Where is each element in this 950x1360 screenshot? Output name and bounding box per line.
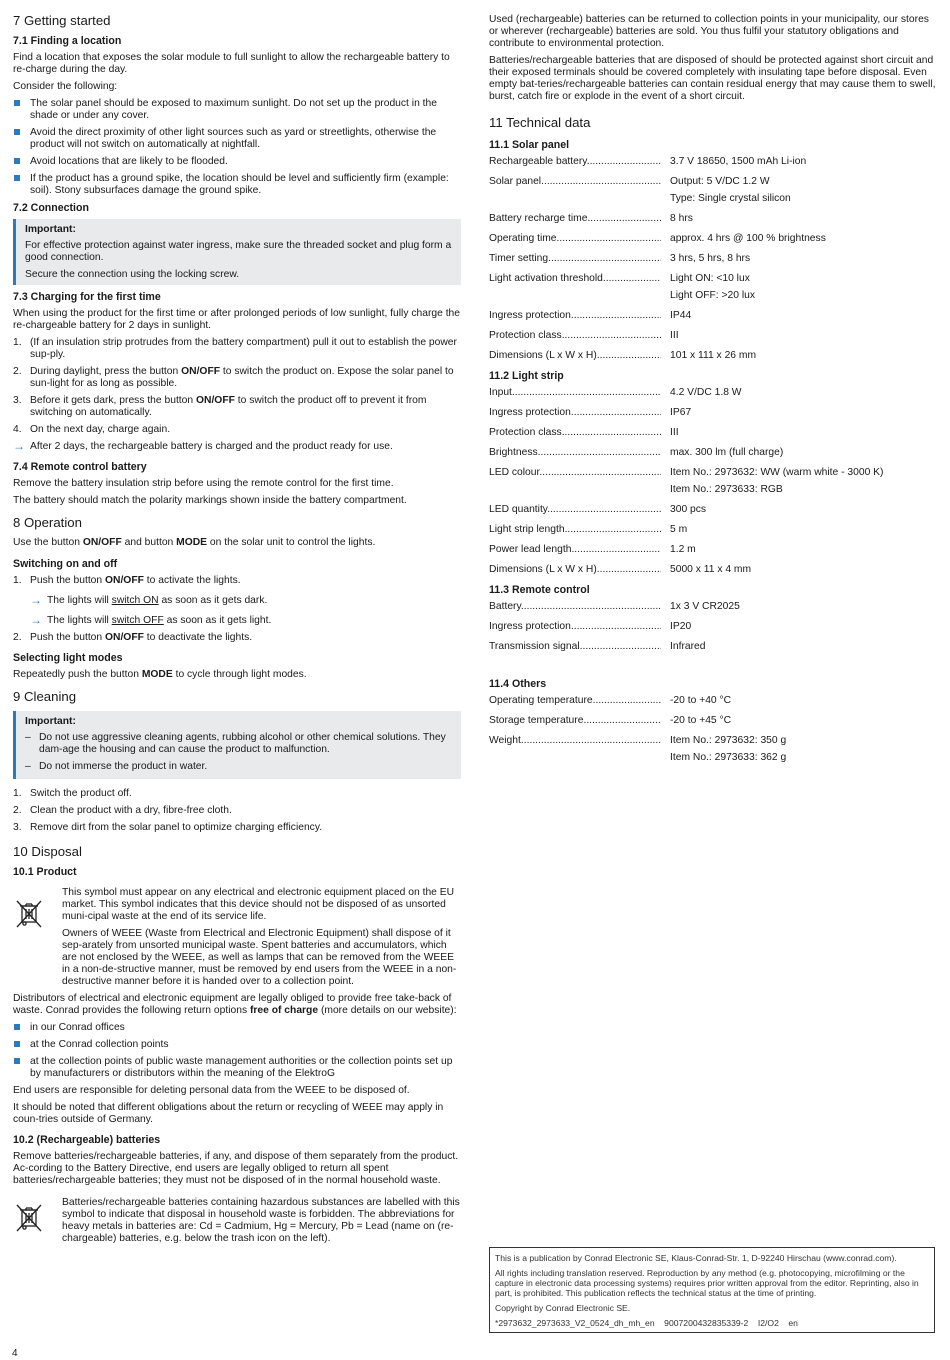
text-run-bold: free of charge [249,1005,319,1016]
numbered-list [13,632,461,644]
imprint-line: *2973632_2973633_V2_0524_dh_mh_en 9007200432835339-2 I2/O2 en [495,1318,798,1328]
spec-value [670,715,937,727]
spec-row [489,350,937,362]
spec-label: LED colour ..... [489,467,661,496]
spacer [489,661,937,678]
spec-value [670,273,937,302]
imprint-line: All rights including translation reserved. Reproduction by any method (e.g. photocopying, microfilming or the capture in electronic data processing systems) requires prior written approval from the editor. Reprinting, also in part, is prohibited. This publication reflects the technical status at the time of printing. [495,1268,919,1298]
text-run: Repeatedly push the button [13,669,142,680]
result-text-underlined: switch OFF [111,615,164,626]
paragraph [13,993,461,1017]
result-text: as soon as it gets dark. [158,595,268,606]
important-note [13,711,461,779]
spec-value [670,387,937,399]
left-column [13,13,461,1250]
spec-value [670,176,937,205]
list-item [13,822,461,834]
step-text: to switch the product off to prevent it from switching on automatically. [30,395,427,418]
spec-label: Battery recharge time ..... [489,213,661,225]
spec-label: Brightness ..... [489,447,661,459]
numbered-list [13,788,461,834]
subheading-light-modes: Selecting light modes [13,652,123,664]
spec-label: Light activation threshold ..... [489,273,661,302]
spec-row [489,407,937,419]
paragraph: The battery should match the polarity markings shown inside the battery compartment. [13,495,407,506]
spec-value-line: III [670,330,679,341]
paragraph: This symbol must appear on any electrical and electronic equipment placed on the EU market. This symbol indicates that this device should not be disposed of as unsorted muni-cipal waste at the end of its service life. [62,887,455,922]
spec-label: Weight ..... [489,735,661,764]
arrow-right-icon: → [30,593,42,607]
weee-block [13,887,461,988]
step-text: to switch the product on. Expose the solar panel to sun-light for as long as possible. [30,366,454,389]
spec-row [489,467,937,496]
section-9-heading: 9 Cleaning [13,689,77,704]
spec-value-line: approx. 4 hrs @ 100 % brightness [670,233,826,244]
spec-value [670,233,937,245]
spec-value-line: -20 to +45 °C [670,715,732,726]
note-text: Secure the connection using the locking screw. [25,269,240,280]
arrow-right-icon: → [13,439,25,453]
section-11-1-heading: 11.1 Solar panel [489,139,570,151]
text-run: Use the button [13,537,83,548]
spec-value-line: 300 pcs [670,504,707,515]
list-item [13,805,461,817]
section-10-1-heading: 10.1 Product [13,866,77,878]
spec-row [489,447,937,459]
section-7-4-heading: 7.4 Remote control battery [13,461,147,473]
result-text: as soon as it gets light. [163,615,272,626]
spec-row [489,233,937,245]
step-number: 3. [13,395,22,406]
spec-value-line: Infrared [670,641,706,652]
list-item: The solar panel should be exposed to maximum sunlight. Do not set up the product in the shade or under any cover. [13,98,461,122]
list-item: If the product has a ground spike, the location should be level and sufficiently firm (example: soil). Stony subsurfaces damage the ground spike. [13,173,461,197]
spec-label: Rechargeable battery ..... [489,156,661,168]
battery-disposal-text: Batteries/rechargeable batteries containing hazardous substances are labelled with this symbol to indicate that disposal in household waste is forbidden. The abbreviations for heavy metals in batteries are: Cd = Cadmium, Hg = Mercury, Pb = Lead (name on (re-chargeable) batteries, e.g. below the trash icon on the left). [62,1197,460,1244]
spec-label: Ingress protection ..... [489,310,661,322]
page-number: 4 [12,1348,18,1359]
spec-row [489,621,937,633]
spec-value-line: max. 300 lm (full charge) [670,447,784,458]
spec-row [489,524,937,536]
spec-label: Dimensions (L x W x H) ..... [489,564,661,576]
spec-row [489,387,937,399]
spec-value [670,330,937,342]
step-text: On the next day, charge again. [30,424,171,435]
button-name: MODE [176,537,208,548]
spec-row [489,641,937,653]
list-item: Avoid locations that are likely to be flooded. [13,156,461,168]
step-text: Remove dirt from the solar panel to optimize charging efficiency. [30,822,323,833]
list-item [13,337,461,361]
spec-value [670,524,937,536]
crossed-out-wheelie-bin-icon [13,1197,62,1245]
spec-value [670,467,937,496]
spec-label: Ingress protection ..... [489,407,661,419]
spec-label: Transmission signal ..... [489,641,661,653]
spec-value [670,156,937,168]
spec-label: Light strip length ..... [489,524,661,536]
text-run: Distributors of electrical and electronic equipment are legally obliged to provide free take-back of waste. Conrad provides the following return options [13,993,452,1016]
spec-row [489,504,937,516]
spec-value-line: Output: 5 V/DC 1.2 W [670,176,770,187]
result-text: After 2 days, the rechargeable battery is charged and the product ready for use. [30,441,393,452]
crossed-out-wheelie-bin-icon [13,887,62,988]
imprint-line: This is a publication by Conrad Electronic SE, Klaus-Conrad-Str. 1, D-92240 Hirschau (www.conrad.com). [495,1253,897,1263]
spec-value-line: III [670,427,679,438]
note-item [25,761,455,773]
button-name: ON/OFF [82,537,122,548]
step-number: 4. [13,424,22,435]
step-number: 1. [13,575,22,586]
list-item: at the Conrad collection points [13,1039,461,1051]
paragraph [13,537,461,549]
section-8-heading: 8 Operation [13,515,82,530]
spec-row [489,310,937,322]
spec-row [489,601,937,613]
spec-value [670,447,937,459]
dash-marker: – [25,732,31,743]
step-number: 1. [13,788,22,799]
spec-row [489,156,937,168]
button-name: ON/OFF [105,632,144,643]
spec-row [489,715,937,727]
spec-value [670,427,937,439]
spec-value-line: 101 x 111 x 26 mm [670,350,757,361]
bullet-list [13,98,461,197]
spec-value [670,407,937,419]
button-name: ON/OFF [181,366,221,377]
paragraph: Find a location that exposes the solar module to full sunlight to allow the rechargeable battery to re-charge during the day. [13,52,450,75]
paragraph: When using the product for the first time or after prolonged periods of low sunlight, fully charge the re-chargeable battery for 2 days in sunlight. [13,308,461,331]
arrow-right-icon: → [30,613,42,627]
spec-label: Protection class ..... [489,427,661,439]
bullet-list [13,1022,461,1080]
numbered-list [13,337,461,436]
spec-value [670,253,937,265]
spec-label: Input ..... [489,387,661,399]
spec-value-line: 5 m [670,524,688,535]
result-text: The lights will [47,615,112,626]
light-strip-table [489,387,937,576]
spec-value [670,350,937,362]
imprint-line: Copyright by Conrad Electronic SE. [495,1303,631,1313]
right-column [489,14,937,772]
spec-row [489,695,937,707]
button-name: MODE [141,669,173,680]
spec-row [489,427,937,439]
list-item [13,788,461,800]
result-line [30,615,461,627]
paragraph [13,669,461,681]
spec-value-line: -20 to +40 °C [670,695,732,706]
imprint-box [489,1247,935,1333]
spec-value [670,735,937,764]
spec-row [489,735,937,764]
spec-value [670,641,937,653]
result-text: The lights will [47,595,112,606]
section-10-heading: 10 Disposal [13,844,82,859]
spec-label: Ingress protection ..... [489,621,661,633]
spec-value-line: Light ON: <10 lux [670,273,750,284]
list-item [13,424,461,436]
paragraph: Owners of WEEE (Waste from Electrical and Electronic Equipment) shall dispose of it sep-arately from unsorted municipal waste. Spent batteries and accumulators, which are not enclosed by the WEEE, as well as lamps that can be removed from the WEEE in a non-de-structive manner, must be removed by end users from the WEEE in a non-destructive manner before it is handed over to a collection point. [62,928,457,987]
spec-row [489,564,937,576]
spec-value-line: 3 hrs, 5 hrs, 8 hrs [670,253,751,264]
spec-label: Battery ..... [489,601,661,613]
spec-value-line: 5000 x 11 x 4 mm [670,564,752,575]
spec-label: Operating time ..... [489,233,661,245]
paragraph: It should be noted that different obligations about the return or recycling of WEEE may apply in coun-tries outside of Germany. [13,1102,444,1125]
section-7-2-heading: 7.2 Connection [13,202,89,214]
step-text: Switch the product off. [30,788,132,799]
list-item: at the collection points of public waste management authorities or the collection points set up by manufacturers or distributors within the meaning of the ElektroG [13,1056,461,1080]
spec-label: Dimensions (L x W x H) ..... [489,350,661,362]
note-text: Do not use aggressive cleaning agents, rubbing alcohol or other chemical solutions. They dam-age the housing and can cause the product to malfunction. [39,732,446,755]
remote-control-table [489,601,937,653]
paragraph: End users are responsible for deleting personal data from the WEEE to be disposed of. [13,1085,410,1096]
spec-row [489,253,937,265]
step-text: During daylight, press the button [30,366,182,377]
spec-label: Protection class ..... [489,330,661,342]
step-text: Clean the product with a dry, fibre-free cloth. [30,805,232,816]
button-name: ON/OFF [105,575,144,586]
list-item [13,395,461,419]
text-run: on the solar unit to control the lights. [207,537,376,548]
text-run: to cycle through light modes. [172,669,307,680]
section-7-3-heading: 7.3 Charging for the first time [13,291,161,303]
spec-value-line: 1.2 m [670,544,696,555]
spec-label: Storage temperature ..... [489,715,661,727]
note-title: Important: [25,716,76,727]
spec-value-line: Item No.: 2973632: 350 g [670,735,787,746]
spec-value [670,601,937,613]
list-item: in our Conrad offices [13,1022,461,1034]
section-11-4-heading: 11.4 Others [489,678,547,690]
section-11-3-heading: 11.3 Remote control [489,584,590,596]
spec-label: Timer setting ..... [489,253,661,265]
list-item [13,366,461,390]
solar-panel-table [489,156,937,362]
spec-row [489,330,937,342]
list-item: Avoid the direct proximity of other light sources such as yard or streetlights, otherwise the product will not switch on automatically at nightfall. [13,127,461,151]
note-item [25,732,455,756]
spec-value [670,504,937,516]
spec-row [489,176,937,205]
paragraph: Consider the following: [13,81,118,92]
spec-label: Operating temperature ..... [489,695,661,707]
spec-value [670,621,937,633]
spec-value-line: 1x 3 V CR2025 [670,601,740,612]
section-11-heading: 11 Technical data [489,115,591,130]
spec-value-line: Item No.: 2973633: RGB [670,484,783,495]
step-text: Before it gets dark, press the button [30,395,196,406]
note-title: Important: [25,224,76,235]
dash-marker: – [25,761,31,772]
spec-value [670,564,937,576]
spec-value [670,213,937,225]
step-text: to activate the lights. [143,575,241,586]
section-10-2-heading: 10.2 (Rechargeable) batteries [13,1134,161,1146]
numbered-list [13,575,461,587]
spec-label: Solar panel ..... [489,176,661,205]
result-text-underlined: switch ON [111,595,159,606]
spec-label: Power lead length ..... [489,544,661,556]
spec-value-line: IP44 [670,310,692,321]
list-item [13,575,461,587]
note-text: For effective protection against water ingress, make sure the threaded socket and plug form a good connection. [25,240,452,263]
subheading-switching: Switching on and off [13,558,118,570]
spec-value-line: 8 hrs [670,213,693,224]
step-text: (If an insulation strip protrudes from the battery compartment) pull it out to establish the power sup-ply. [30,337,457,360]
result-line [30,595,461,607]
paragraph: Remove the battery insulation strip before using the remote control for the first time. [13,478,394,489]
battery-disposal-block [13,1197,461,1245]
button-name: ON/OFF [196,395,235,406]
step-number: 2. [13,366,22,377]
section-11-2-heading: 11.2 Light strip [489,370,564,382]
paragraph: Remove batteries/rechargeable batteries, if any, and dispose of them separately from the product. Ac-cording to the Battery Directive, end users are legally obliged to return all spent batteries/rechargeable batteries; they must not be disposed of in the normal household waste. [13,1151,459,1186]
spec-value-line: Item No.: 2973632: WW (warm white - 3000 K) [670,467,884,478]
spec-value-line: Light OFF: >20 lux [670,290,755,301]
spec-row [489,213,937,225]
note-text: Do not immerse the product in water. [39,761,208,772]
paragraph: Batteries/rechargeable batteries that are disposed of should be protected against short circuit and their exposed terminals should be covered completely with insulating tape before disposal. Even empty bat-teries/rechargeable batteries can contain residual energy that may cause them to swell, burst, catch fire or explode in the event of a short circuit. [489,55,936,102]
result-line [13,441,461,453]
spec-value-line: 3.7 V 18650, 1500 mAh Li-ion [670,156,807,167]
step-text: Push the button [30,632,105,643]
weee-text [62,887,461,988]
spec-value-line: IP20 [670,621,692,632]
step-number: 1. [13,337,22,348]
section-7-1-heading: 7.1 Finding a location [13,35,122,47]
spec-label: LED quantity ..... [489,504,661,516]
spec-value [670,695,937,707]
step-number: 2. [13,632,22,643]
spec-value-line: Type: Single crystal silicon [670,193,791,204]
step-number: 3. [13,822,22,833]
spec-row [489,273,937,302]
spec-value [670,310,937,322]
step-text: Push the button [30,575,105,586]
others-table [489,695,937,764]
spec-row [489,544,937,556]
section-7-heading: 7 Getting started [13,13,111,28]
text-run: (more details on our website): [318,1005,457,1016]
paragraph: Used (rechargeable) batteries can be returned to collection points in your municipality, our stores or wherever (rechargeable) batteries are sold. You thus fulfil your statutory obligations and contribute to environmental protection. [489,14,929,49]
spec-value [670,544,937,556]
text-run: and button [121,537,177,548]
step-text: to deactivate the lights. [143,632,253,643]
step-number: 2. [13,805,22,816]
list-item [13,632,461,644]
spec-value-line: 4.2 V/DC 1.8 W [670,387,742,398]
spec-value-line: IP67 [670,407,692,418]
spec-value-line: Item No.: 2973633: 362 g [670,752,787,763]
important-note [13,219,461,285]
